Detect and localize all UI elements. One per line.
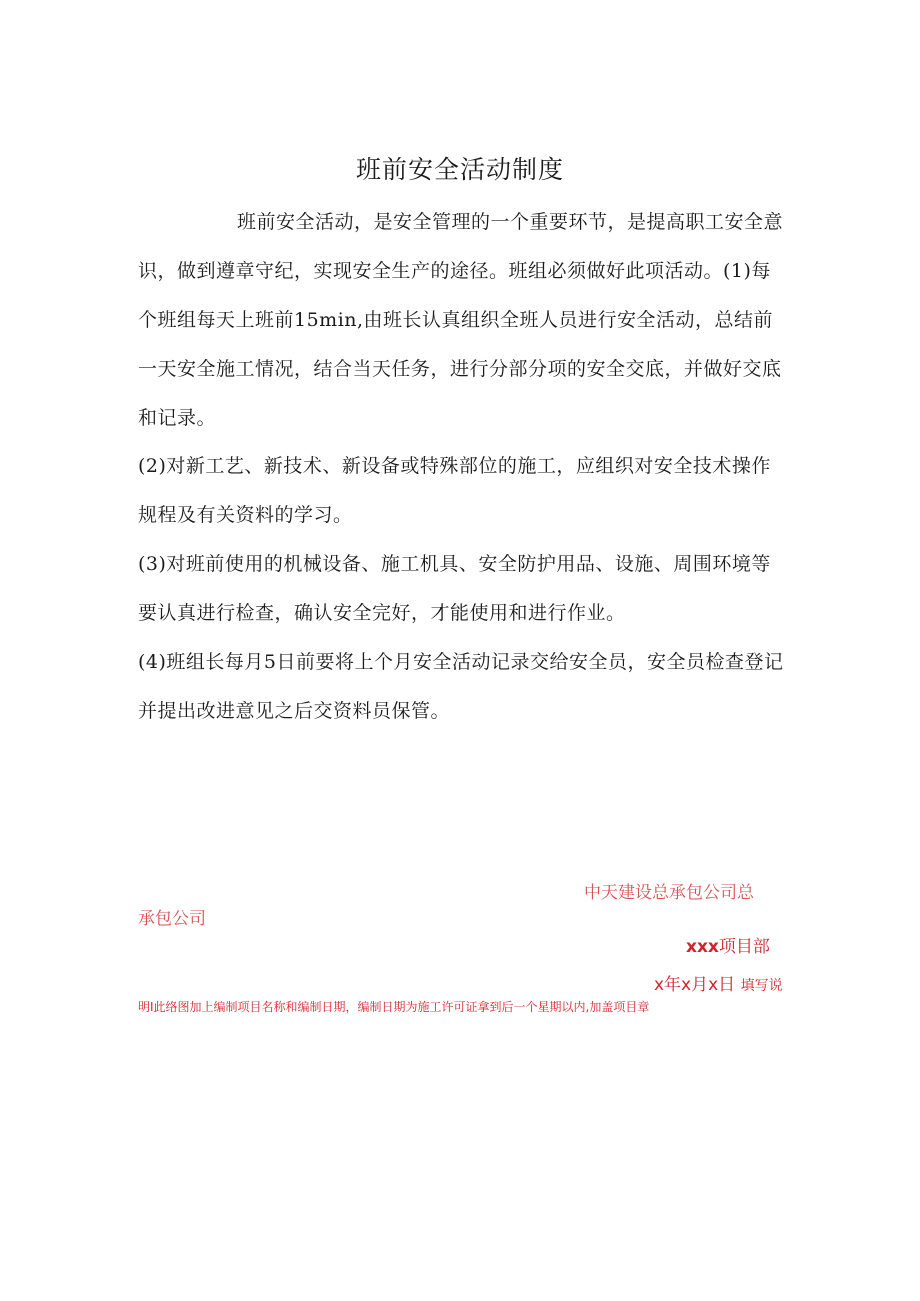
company-name-line2: 承包公司 bbox=[138, 909, 206, 929]
instruction-note: 明I此络图加上编制项目名称和编制日期，编制日期为施工许可证拿到后一个星期以内,加盖项目章 bbox=[138, 1000, 650, 1014]
paragraph-item-4 bbox=[138, 638, 788, 736]
date-text: x年x月x日 bbox=[654, 975, 736, 995]
paragraph-3-text: (3)对班前使用的机械设备、施工机具、安全防护用品、设施、周围环境等要认真进行检查，确认安全完好，才能使用和进行作业。 bbox=[138, 553, 771, 624]
paragraph-intro bbox=[138, 198, 788, 443]
paragraph-item-3 bbox=[138, 540, 788, 638]
project-department bbox=[686, 932, 770, 957]
paragraph-item-2 bbox=[138, 442, 788, 540]
paragraph-4-text: (4)班组长每月5日前要将上个月安全活动记录交给安全员，安全员检查登记并提出改进意见之后交资料员保管。 bbox=[138, 651, 784, 722]
dept-prefix: xxx bbox=[686, 937, 719, 957]
document-title: 班前安全活动制度 bbox=[355, 155, 564, 184]
signature-date bbox=[654, 970, 783, 995]
dept-suffix: 项目部 bbox=[718, 937, 770, 957]
company-name-line1: 中天建设总承包公司总 bbox=[584, 883, 754, 903]
paragraph-1-text: 班前安全活动，是安全管理的一个重要环节，是提高职工安全意识，做到遵章守纪，实现安全生产的途径。班组必须做好此项活动。(1)每个班组每天上班前15min,由班长认真组织全班人员进行安全活动，总结前一天安全施工情况，结合当天任务，进行分部分项的安全交底，并做好交底和记录。 bbox=[138, 211, 784, 429]
paragraph-2-text: (2)对新工艺、新技术、新设备或特殊部位的施工，应组织对安全技术操作规程及有关资料的学习。 bbox=[138, 455, 771, 526]
fill-note-start: 填写说 bbox=[740, 978, 783, 994]
